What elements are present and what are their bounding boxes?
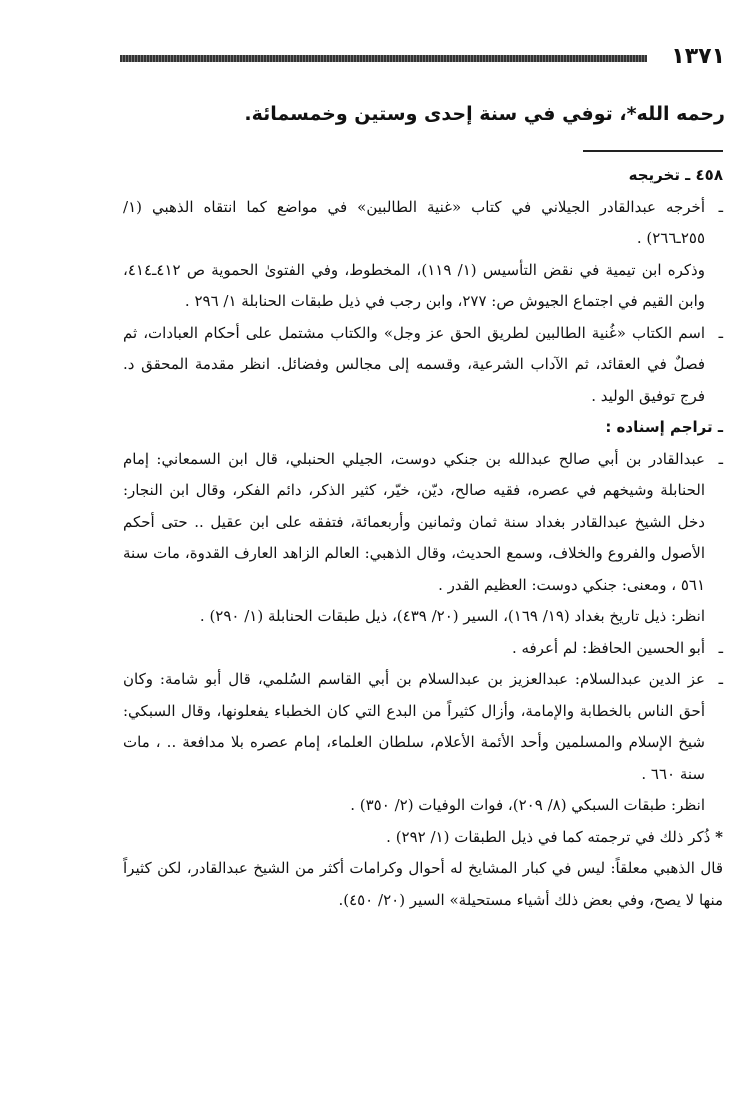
tarajim-heading: ـ تراجم إسناده : [605, 418, 723, 436]
section-rule [583, 150, 723, 152]
takhrij-paragraph-2: وذكره ابن تيمية في نقض التأسيس (١/ ١١٩)، المخطوط، وفي الفتوىٰ الحموية ص ٤١٢ـ٤١٤، وابن القيم في اجتماع الجيوش ص: ٢٧٧، وابن رجب في ذيل طبقات الحنابلة ١/ ٢٩٦ . [123, 260, 705, 310]
tarajim-item-1-ref: انظر: ذيل تاريخ بغداد (١٩/ ١٦٩)، السير (٢٠/ ٤٣٩)، ذيل طبقات الحنابلة (١/ ٢٩٠) . [199, 607, 705, 625]
footnote-star: * [715, 827, 723, 846]
takhrij-item-1-text: أخرجه عبدالقادر الجيلاني في كتاب «غنية الطالبين» في مواضع كما انتقاه الذهبي (١/ ٢٥٥ـ٢٦٦) . [123, 197, 705, 247]
takhrij-heading: ٤٥٨ ـ تخريجه [628, 166, 723, 184]
main-content [123, 160, 723, 916]
page-number: ١٣٧١ [671, 44, 725, 69]
dash-marker: ـ [718, 670, 723, 688]
tarajim-item-2-text: أبو الحسين الحافظ: لم أعرفه . [511, 638, 705, 657]
tarajim-item-3 [123, 664, 723, 790]
footnote [123, 822, 723, 854]
dash-marker: ـ [718, 638, 723, 657]
dash-marker: ـ [718, 323, 723, 342]
tarajim-item-3-text: عز الدين عبدالسلام: عبدالعزيز بن عبدالسلام بن أبي القاسم السُلمي، قال أبو شامة: وكان أحق الناس بالخطابة والإمامة، وأزال كثيراً من البدع التي كان الخطباء يفعلونها، وقال السبكي: شيخ الإسلام والمسلمين وأحد الأئمة الأعلام، سلطان العلماء، إمام عصره بلا مدافعة .. ، مات سنة ٦٦٠ . [123, 670, 705, 783]
takhrij-item-2-text: اسم الكتاب «غُنية الطالبين لطريق الحق عز وجل» والكتاب مشتمل على أحكام العبادات، ثم فصلٌ في العقائد، ثم الآداب الشرعية، وقسمه إلى مجالس وفضائل. انظر مقدمة المحقق د. فرج توفيق الوليد . [123, 323, 705, 405]
header-rule [120, 55, 647, 62]
dash-marker: ـ [718, 449, 723, 468]
tarajim-item-2 [123, 633, 723, 665]
page-header [120, 42, 725, 72]
footnote-text: ذُكر ذلك في ترجمته كما في ذيل الطبقات (١/ ٢٩٢) . [386, 827, 711, 846]
tarajim-item-3-ref: انظر: طبقات السبكي (٨/ ٢٠٩)، فوات الوفيات (٢/ ٣٥٠) . [350, 796, 705, 814]
takhrij-item-2 [123, 318, 723, 413]
dhahabi-comment: قال الذهبي معلقاً: ليس في كبار المشايخ له أحوال وكرامات أكثر من الشيخ عبدالقادر، لكن كثيراً منها لا يصح، وفي بعض ذلك أشياء مستحيلة» السير (٢٠/ ٤٥٠). [123, 859, 723, 909]
dash-marker: ـ [718, 197, 723, 216]
takhrij-item-1 [123, 192, 723, 255]
tarajim-item-1 [123, 444, 723, 602]
tarajim-item-1-text: عبدالقادر بن أبي صالح عبدالله بن جنكي دوست، الجيلي الحنبلي، قال ابن السمعاني: إمام الحنابلة وشيخهم في عصره، فقيه صالح، ديّن، خيّر، كثير الذكر، دائم الفكر، وقال ابن النجار: دخل الشيخ عبدالقادر بغداد سنة ثمان وثمانين وأربعمائة، فتفقه على ابن عقيل .. حتى أحكم الأصول والفروع والخلاف، وسمع الحديث، وقال الذهبي: العالم الزاهد العارف القدوة، مات سنة ٥٦١ ، ومعنى: جنكي دوست: العظيم القدر . [123, 449, 705, 594]
lead-line: رحمه الله*، توفي في سنة إحدى وستين وخمسمائة. [244, 103, 725, 125]
